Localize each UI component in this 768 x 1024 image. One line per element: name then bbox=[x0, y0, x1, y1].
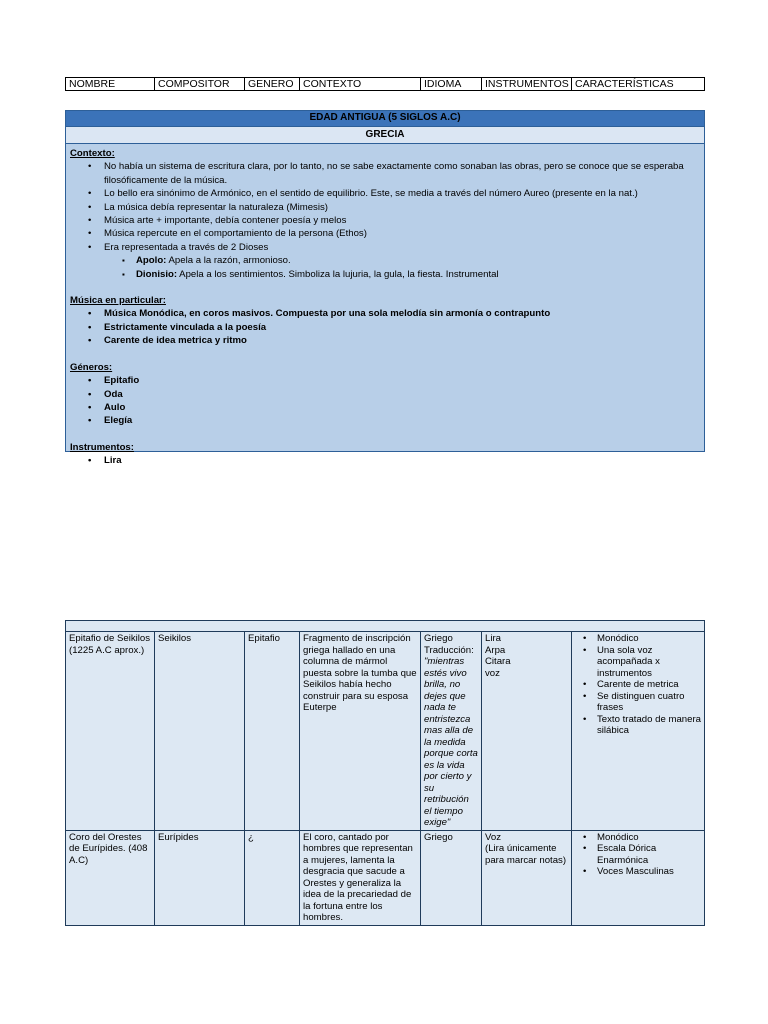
cell-caracteristicas bbox=[572, 830, 705, 925]
header-col-compositor: COMPOSITOR bbox=[155, 78, 245, 91]
instrument-item: (Lira únicamente para marcar notas) bbox=[485, 843, 567, 866]
section-title: EDAD ANTIGUA (5 SIGLOS A.C) bbox=[66, 111, 704, 127]
instrument-item: Arpa bbox=[485, 644, 506, 656]
cell-idioma: Griego bbox=[421, 830, 482, 925]
list-item: • La música debía representar la naturaleza (Mimesis) bbox=[104, 201, 700, 214]
musica-list bbox=[70, 307, 700, 347]
musica-heading: Música en particular: bbox=[70, 295, 166, 307]
cell-compositor: Seikilos bbox=[155, 632, 245, 831]
cell-nombre: Coro del Orestes de Eurípides. (408 A.C) bbox=[66, 830, 155, 925]
header-col-contexto: CONTEXTO bbox=[300, 78, 421, 91]
cell-contexto: El coro, cantado por hombres que representan a mujeres, lamenta la desgracia que sacude a Orestes y generaliza la idea de la precariedad de la fortuna entre los hombres. bbox=[300, 830, 421, 925]
section-body bbox=[66, 144, 704, 467]
instrument-item: voz bbox=[485, 667, 500, 679]
header-col-idioma: IDIOMA bbox=[421, 78, 482, 91]
contexto-heading: Contexto: bbox=[70, 148, 115, 159]
generos-heading: Géneros: bbox=[70, 361, 113, 373]
cell-contexto: Fragmento de inscripción griega hallado en una columna de mármol puesta sobre la tumba que Seikilos había hecho construir para su esposa Euterpe bbox=[300, 632, 421, 831]
instrument-item: Voz bbox=[485, 831, 502, 843]
dios-desc: Apela a la razón, armonioso. bbox=[166, 255, 291, 267]
cell-genero: Epitafio bbox=[245, 632, 300, 831]
list-item-dionisio bbox=[136, 268, 700, 281]
dios-name: Apolo: bbox=[136, 255, 167, 267]
list-item: • Carente de idea metrica y ritmo bbox=[104, 334, 700, 347]
cell-genero: ¿ bbox=[245, 830, 300, 925]
cell-instrumentos bbox=[482, 830, 572, 925]
instrumentos-heading: Instrumentos: bbox=[70, 441, 134, 453]
list-item: • Estrictamente vinculada a la poesía bbox=[104, 321, 700, 334]
list-item: • Carente de metrica bbox=[597, 679, 701, 691]
cell-instrumentos bbox=[482, 632, 572, 831]
header-col-nombre: NOMBRE bbox=[66, 78, 155, 91]
dios-desc: Apela a los sentimientos. Simboliza la lujuria, la gula, la fiesta. Instrumental bbox=[177, 268, 499, 280]
list-item: • Una sola voz acompañada x instrumentos bbox=[597, 645, 701, 680]
list-item: • Epitafio bbox=[104, 374, 700, 387]
grecia-section bbox=[65, 110, 705, 467]
header-columns-table bbox=[65, 77, 705, 91]
list-item: • Oda bbox=[104, 388, 700, 401]
header-col-instrumentos: INSTRUMENTOS bbox=[482, 78, 572, 91]
list-item-apolo bbox=[136, 254, 700, 267]
list-item: • Era representada a través de 2 Dioses bbox=[104, 241, 700, 254]
table-top-row bbox=[66, 621, 705, 632]
instrument-item: Lira bbox=[485, 633, 501, 644]
generos-list bbox=[70, 374, 700, 428]
header-col-genero: GENERO bbox=[245, 78, 300, 91]
list-item: • Monódico bbox=[597, 832, 701, 844]
table-row bbox=[66, 632, 705, 831]
list-item: • Monódico bbox=[597, 633, 701, 645]
cell-nombre: Epitafio de Seikilos (1225 A.C aprox.) bbox=[66, 632, 155, 831]
list-item: • Escala Dórica Enarmónica bbox=[597, 843, 701, 866]
list-item: • Lira bbox=[104, 454, 700, 467]
list-item: • Música repercute en el comportamiento de la persona (Ethos) bbox=[104, 227, 700, 240]
list-item: • Elegía bbox=[104, 414, 700, 427]
list-item: • Texto tratado de manera silábica bbox=[597, 714, 701, 737]
dioses-list bbox=[70, 254, 700, 281]
cell-compositor: Eurípides bbox=[155, 830, 245, 925]
instrument-item: Citara bbox=[485, 656, 511, 667]
caracteristicas-list bbox=[575, 832, 701, 878]
cell-caracteristicas bbox=[572, 632, 705, 831]
list-item: • No había un sistema de escritura clara, por lo tanto, no se sabe exactamente como sonaban las obras, pero se conoce que se esperaba filosóficamente de la música. bbox=[104, 160, 700, 187]
list-item: • Música Monódica, en coros masivos. Compuesta por una sola melodía sin armonía o contrapunto bbox=[104, 307, 700, 320]
list-item: • Música arte + importante, debía contener poesía y melos bbox=[104, 214, 700, 227]
header-col-caracteristicas: CARACTERÍSTICAS bbox=[572, 78, 705, 91]
works-table bbox=[65, 620, 705, 926]
list-item: • Aulo bbox=[104, 401, 700, 414]
dios-name: Dionisio: bbox=[136, 268, 178, 280]
list-item: • Lo bello era sinónimo de Armónico, en el sentido de equilibrio. Este, se media a través del número Aureo (presente en la nat.) bbox=[104, 187, 700, 200]
table-row bbox=[66, 830, 705, 925]
cell-idioma bbox=[421, 632, 482, 831]
idioma-text: Griego Traducción: bbox=[424, 633, 474, 656]
list-item: • Se distinguen cuatro frases bbox=[597, 691, 701, 714]
contexto-list bbox=[70, 160, 700, 254]
list-item: • Voces Masculinas bbox=[597, 866, 701, 878]
caracteristicas-list bbox=[575, 633, 701, 737]
instrumentos-list bbox=[70, 454, 700, 467]
idioma-quote: "mientras estés vivo brilla, no dejes que nada te entristezca mas alla de la medida porque corta es la vida por cierto y su retribución el tiempo exige" bbox=[424, 656, 478, 828]
section-subtitle: GRECIA bbox=[66, 127, 704, 144]
